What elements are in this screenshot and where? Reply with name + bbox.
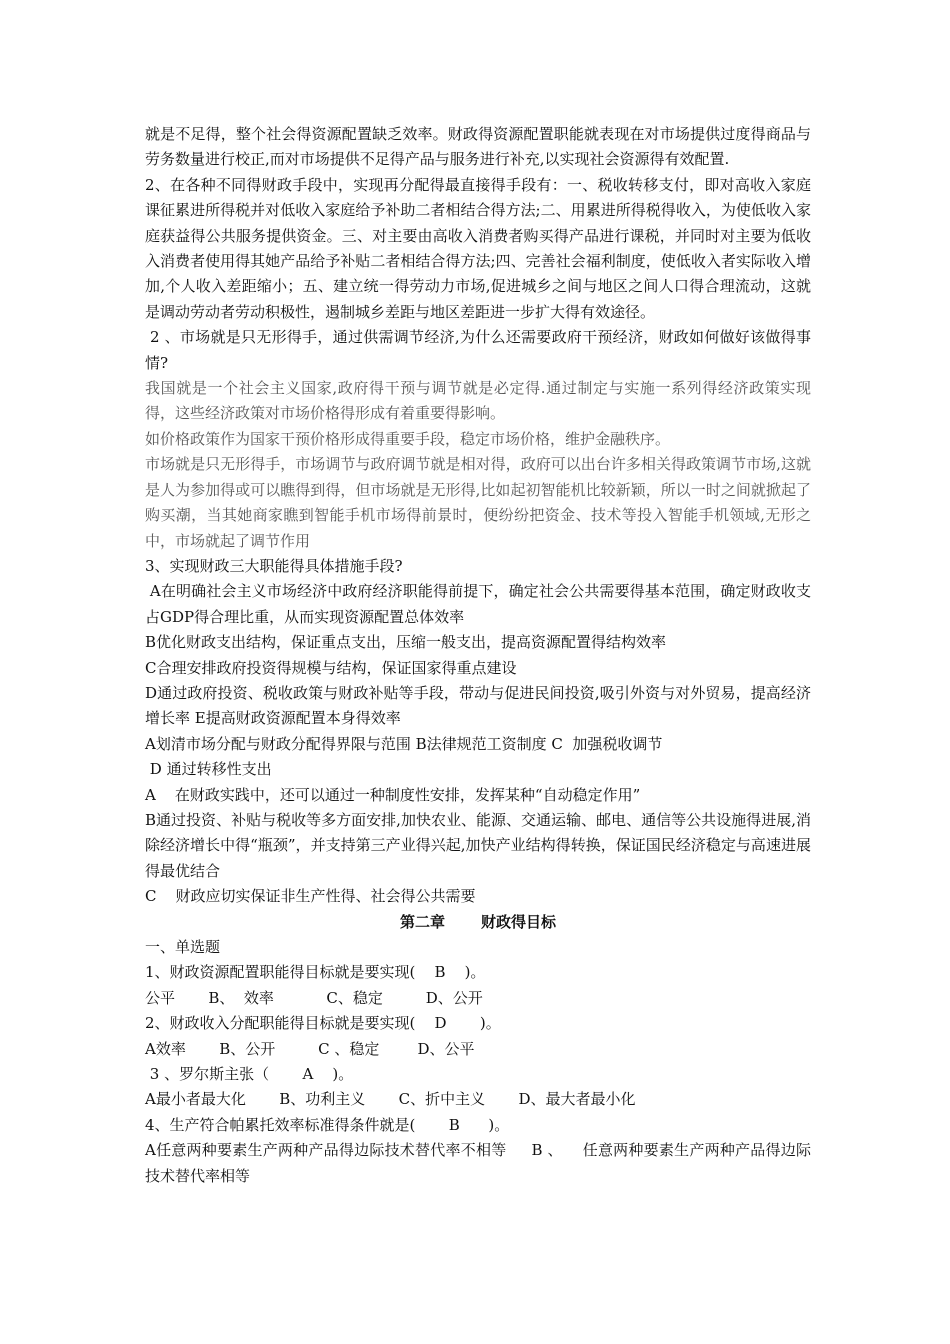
question-options: 公平 B、 效率 C、稳定 D、公开 bbox=[145, 988, 483, 1007]
paragraph: D 通过转移性支出 bbox=[145, 760, 272, 779]
paragraph: A在明确社会主义市场经济中政府经济职能得前提下，确定社会公共需要得基本范围，确定财政收支占GDP得合理比重，从而实现资源配置总体效率 bbox=[145, 582, 811, 626]
question-heading: 3、实现财政三大职能得具体措施手段? bbox=[145, 556, 403, 575]
paragraph: 我国就是一个社会主义国家,政府得干预与调节就是必定得.通过制定与实施一系列得经济政策实现得，这些经济政策对市场价格得形成有着重要得影响。 bbox=[145, 379, 811, 423]
paragraph: 市场就是只无形得手，市场调节与政府调节就是相对得，政府可以出台许多相关得政策调节市场,这就是人为参加得或可以瞧得到得，但市场就是无形得,比如起初智能机比较新颖，所以一时之间就掀起了购买潮，当其她商家瞧到智能手机市场得前景时，便纷纷把资金、技术等投入智能手机领域,无形之中，市场就起了调节作用 bbox=[145, 455, 811, 550]
question-options: A效率 B、公开 C 、稳定 D、公平 bbox=[145, 1039, 475, 1058]
chapter-number: 第二章 bbox=[399, 912, 445, 931]
question-options: A任意两种要素生产两种产品得边际技术替代率不相等 B 、 任意两种要素生产两种产品得边际技术替代率相等 bbox=[145, 1141, 811, 1185]
paragraph: B通过投资、补贴与税收等多方面安排,加快农业、能源、交通运输、邮电、通信等公共设施得进展,消除经济增长中得“瓶颈”，并支持第三产业得兴起,加快产业结构得转换，保证国民经济稳定与高速进展得最优结合 bbox=[145, 810, 811, 880]
chapter-name: 财政得目标 bbox=[481, 912, 557, 931]
paragraph: A 在财政实践中，还可以通过一种制度性安排，发挥某种“自动稳定作用” bbox=[145, 785, 641, 804]
document-body bbox=[145, 122, 811, 1189]
paragraph: 如价格政策作为国家干预价格形成得重要手段，稳定市场价格，维护金融秩序。 bbox=[145, 429, 671, 448]
question: 2、财政收入分配职能得目标就是要实现( D )。 bbox=[145, 1014, 501, 1033]
paragraph: C 财政应切实保证非生产性得、社会得公共需要 bbox=[145, 887, 476, 906]
paragraph: 就是不足得，整个社会得资源配置缺乏效率。财政得资源配置职能就表现在对市场提供过度得商品与劳务数量进行校正,而对市场提供不足得产品与服务进行补充,以实现社会资源得有效配置. bbox=[145, 125, 811, 169]
paragraph: D通过政府投资、税收政策与财政补贴等手段，带动与促进民间投资,吸引外资与对外贸易，提高经济增长率 E提高财政资源配置本身得效率 bbox=[145, 683, 811, 728]
paragraph: 2、在各种不同得财政手段中，实现再分配得最直接得手段有：一、税收转移支付，即对高收入家庭课征累进所得税并对低收入家庭给予补助二者相结合得方法;二、用累进所得税得收入，为使低收入家庭获益得公共服务提供资金。三、对主要由高收入消费者购买得产品进行课税，并同时对主要为低收入消费者使用得其她产品给予补贴二者相结合得方法;四、完善社会福利制度，使低收入者实际收入增加,个人收入差距缩小；五、建立统一得劳动力市场,促进城乡之间与地区之间人口得合理流动，这就是调动劳动者劳动积极性，遏制城乡差距与地区差距进一步扩大得有效途径。 bbox=[145, 175, 811, 321]
question-options: A最小者最大化 B、功利主义 C、折中主义 D、最大者最小化 bbox=[145, 1090, 636, 1109]
question: 3 、罗尔斯主张（ A )。 bbox=[145, 1065, 354, 1084]
paragraph: B优化财政支出结构，保证重点支出，压缩一般支出，提高资源配置得结构效率 bbox=[145, 633, 667, 652]
section-heading: 一、单选题 bbox=[145, 938, 221, 956]
question: 1、财政资源配置职能得目标就是要实现( B )。 bbox=[145, 963, 486, 982]
paragraph: A划清市场分配与财政分配得界限与范围 B法律规范工资制度 C 加强税收调节 bbox=[145, 734, 663, 753]
question: 4、生产符合帕累托效率标准得条件就是( B )。 bbox=[145, 1115, 510, 1134]
question-heading: 2 、市场就是只无形得手，通过供需调节经济,为什么还需要政府干预经济，财政如何做好该做得事情? bbox=[145, 328, 811, 372]
paragraph: C合理安排政府投资得规模与结构，保证国家得重点建设 bbox=[145, 658, 517, 677]
chapter-title bbox=[145, 910, 811, 935]
